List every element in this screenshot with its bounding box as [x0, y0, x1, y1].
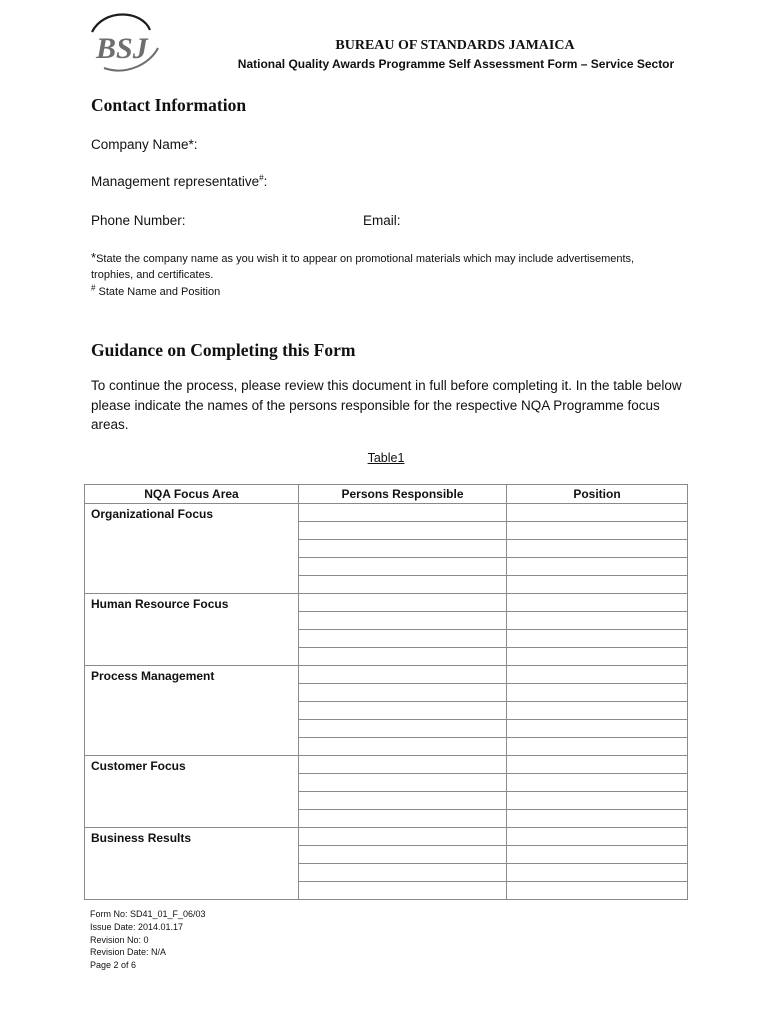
persons-responsible-cell[interactable] — [299, 828, 507, 846]
persons-responsible-cell[interactable] — [299, 630, 507, 648]
form-title: National Quality Awards Programme Self Assessment Form – Service Sector — [237, 57, 675, 71]
persons-responsible-cell[interactable] — [299, 612, 507, 630]
persons-responsible-cell[interactable] — [299, 504, 507, 522]
contact-heading: Contact Information — [91, 95, 247, 115]
position-cell[interactable] — [507, 774, 688, 792]
focus-area-customer-focus: Customer Focus — [85, 756, 299, 828]
position-cell[interactable] — [507, 522, 688, 540]
position-cell[interactable] — [507, 612, 688, 630]
revision-number: Revision No: 0 — [90, 934, 149, 945]
persons-responsible-cell[interactable] — [299, 720, 507, 738]
nqa-focus-table — [84, 484, 688, 900]
position-cell[interactable] — [507, 864, 688, 882]
persons-responsible-cell[interactable] — [299, 846, 507, 864]
focus-area-organizational-focus: Organizational Focus — [85, 504, 299, 594]
position-cell[interactable] — [507, 594, 688, 612]
persons-responsible-cell[interactable] — [299, 540, 507, 558]
org-name: BUREAU OF STANDARDS JAMAICA — [335, 38, 575, 53]
persons-responsible-cell[interactable] — [299, 522, 507, 540]
footnote-position-text: State Name and Position — [95, 286, 221, 298]
email-label: Email: — [363, 213, 401, 228]
footnote-star: * — [91, 250, 97, 265]
position-cell[interactable] — [507, 648, 688, 666]
persons-responsible-cell[interactable] — [299, 702, 507, 720]
guidance-heading: Guidance on Completing this Form — [91, 340, 356, 360]
persons-responsible-cell[interactable] — [299, 576, 507, 594]
position-cell[interactable] — [507, 810, 688, 828]
page-number: Page 2 of 6 — [90, 960, 137, 971]
persons-responsible-cell[interactable] — [299, 558, 507, 576]
header-position: Position — [507, 485, 688, 504]
persons-responsible-cell[interactable] — [299, 666, 507, 684]
footnote-hash: # — [91, 283, 96, 293]
position-cell[interactable] — [507, 504, 688, 522]
persons-responsible-cell[interactable] — [299, 684, 507, 702]
position-footnote — [91, 284, 220, 300]
persons-responsible-cell[interactable] — [299, 792, 507, 810]
focus-area-human-resource-focus: Human Resource Focus — [85, 594, 299, 666]
persons-responsible-cell[interactable] — [299, 864, 507, 882]
header-focus-area: NQA Focus Area — [85, 485, 299, 504]
persons-responsible-cell[interactable] — [299, 648, 507, 666]
guidance-paragraph: To continue the process, please review this document in full before completing it. In the table below please indicate the names of the persons responsible for the respective NQA Programme focus areas. — [91, 378, 682, 432]
bsj-logo — [86, 12, 166, 74]
management-rep-label — [91, 174, 267, 189]
position-cell[interactable] — [507, 666, 688, 684]
table-row — [85, 594, 688, 612]
phone-label: Phone Number: — [91, 213, 186, 228]
header-persons-responsible: Persons Responsible — [299, 485, 507, 504]
bsj-logo-text: BSJ — [96, 32, 148, 65]
focus-area-business-results: Business Results — [85, 828, 299, 900]
form-number: Form No: SD41_01_F_06/03 — [90, 909, 206, 919]
company-name-label: Company Name*: — [91, 137, 198, 152]
footnote-line-2: trophies, and certificates. — [91, 269, 214, 281]
focus-area-process-management: Process Management — [85, 666, 299, 756]
position-cell[interactable] — [507, 576, 688, 594]
position-cell[interactable] — [507, 846, 688, 864]
persons-responsible-cell[interactable] — [299, 738, 507, 756]
issue-date: Issue Date: 2014.01.17 — [90, 921, 184, 932]
table-caption: Table1 — [367, 451, 405, 465]
position-cell[interactable] — [507, 558, 688, 576]
table-row — [85, 828, 688, 846]
company-name-footnote — [91, 250, 691, 283]
footnote-line-1: State the company name as you wish it to appear on promotional materials which may include advertisements, — [96, 253, 635, 265]
position-cell[interactable] — [507, 792, 688, 810]
table-header-row — [85, 485, 688, 504]
persons-responsible-cell[interactable] — [299, 810, 507, 828]
management-rep-text: Management representative — [91, 174, 260, 189]
position-cell[interactable] — [507, 882, 688, 900]
position-cell[interactable] — [507, 540, 688, 558]
persons-responsible-cell[interactable] — [299, 594, 507, 612]
persons-responsible-cell[interactable] — [299, 882, 507, 900]
position-cell[interactable] — [507, 828, 688, 846]
table-row — [85, 504, 688, 522]
table-row — [85, 756, 688, 774]
revision-date: Revision Date: N/A — [90, 947, 167, 958]
persons-responsible-cell[interactable] — [299, 756, 507, 774]
position-cell[interactable] — [507, 738, 688, 756]
position-cell[interactable] — [507, 756, 688, 774]
position-cell[interactable] — [507, 702, 688, 720]
table-row — [85, 666, 688, 684]
management-rep-mark: # — [259, 173, 264, 183]
persons-responsible-cell[interactable] — [299, 774, 507, 792]
position-cell[interactable] — [507, 630, 688, 648]
document-footer — [90, 908, 206, 972]
management-rep-colon: : — [263, 174, 268, 189]
position-cell[interactable] — [507, 720, 688, 738]
table-body — [85, 504, 688, 900]
position-cell[interactable] — [507, 684, 688, 702]
